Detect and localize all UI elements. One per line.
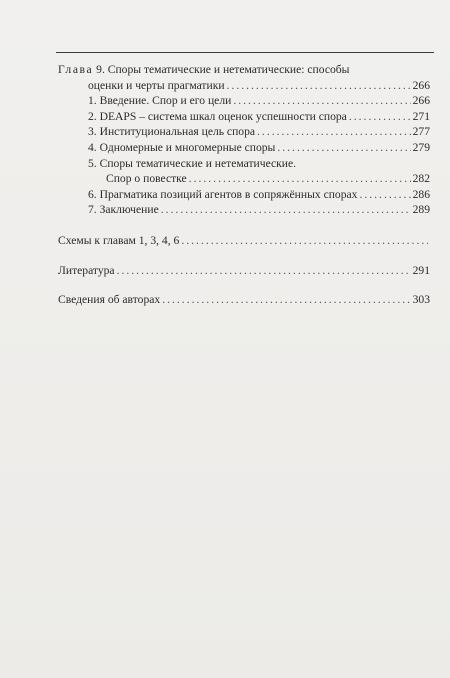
section-title: 4. Одномерные и многомерные споры (88, 140, 276, 154)
page-number: 266 (412, 78, 430, 92)
page-number: 271 (412, 109, 430, 123)
section-title: Литература (58, 263, 115, 277)
chapter-title-line2: оценки и черты прагматики (88, 78, 225, 92)
toc-entry (58, 156, 430, 187)
page-number: 279 (412, 140, 430, 154)
section-title: 1. Введение. Спор и его цели (88, 94, 232, 108)
dot-leader (277, 140, 410, 156)
chapter-heading (58, 62, 430, 93)
chapter-prefix: Глава (58, 63, 94, 76)
page-number: 291 (412, 263, 430, 277)
section-title: Схемы к главам 1, 3, 4, 6 (58, 233, 180, 247)
toc-entry (58, 124, 430, 140)
dot-leader (233, 93, 410, 109)
page-number: 266 (412, 94, 430, 108)
chapter-number: 9. (96, 63, 105, 76)
dot-leader (181, 233, 428, 249)
header-rule (56, 52, 434, 53)
page-number: 277 (412, 125, 430, 139)
toc-entry (58, 202, 430, 218)
section-title-line1: 5. Споры тематические и нетематические. (88, 156, 297, 170)
section-title-line2: Спор о повестке (106, 172, 187, 186)
toc-entry (58, 187, 430, 203)
section-title: 2. DEAPS – система шкал оценок успешности спора (88, 109, 347, 123)
page-number: 282 (412, 172, 430, 186)
toc-entry (58, 109, 430, 125)
dot-leader (359, 187, 410, 203)
toc-entry (58, 93, 430, 109)
dot-leader (257, 124, 411, 140)
page-number: 303 (412, 293, 430, 307)
dot-leader (349, 109, 411, 125)
dot-leader (227, 78, 411, 94)
dot-leader (161, 202, 411, 218)
toc-entry-literature (58, 263, 430, 279)
page-number: 286 (412, 187, 430, 201)
dot-leader (189, 171, 411, 187)
chapter-title-line1: Споры тематические и нетематические: способы (107, 63, 350, 76)
toc-entry-schemes (58, 233, 430, 249)
section-title: 3. Институциональная цель спора (88, 125, 256, 139)
page-number: 289 (412, 203, 430, 217)
section-title: 7. Заключение (88, 203, 159, 217)
table-of-contents (58, 62, 430, 308)
dot-leader (162, 292, 410, 308)
toc-entry (58, 140, 430, 156)
dot-leader (117, 263, 411, 279)
section-title: Сведения об авторах (58, 293, 161, 307)
section-title: 6. Прагматика позиций агентов в сопряжённых спорах (88, 187, 358, 201)
toc-entry-authors (58, 292, 430, 308)
